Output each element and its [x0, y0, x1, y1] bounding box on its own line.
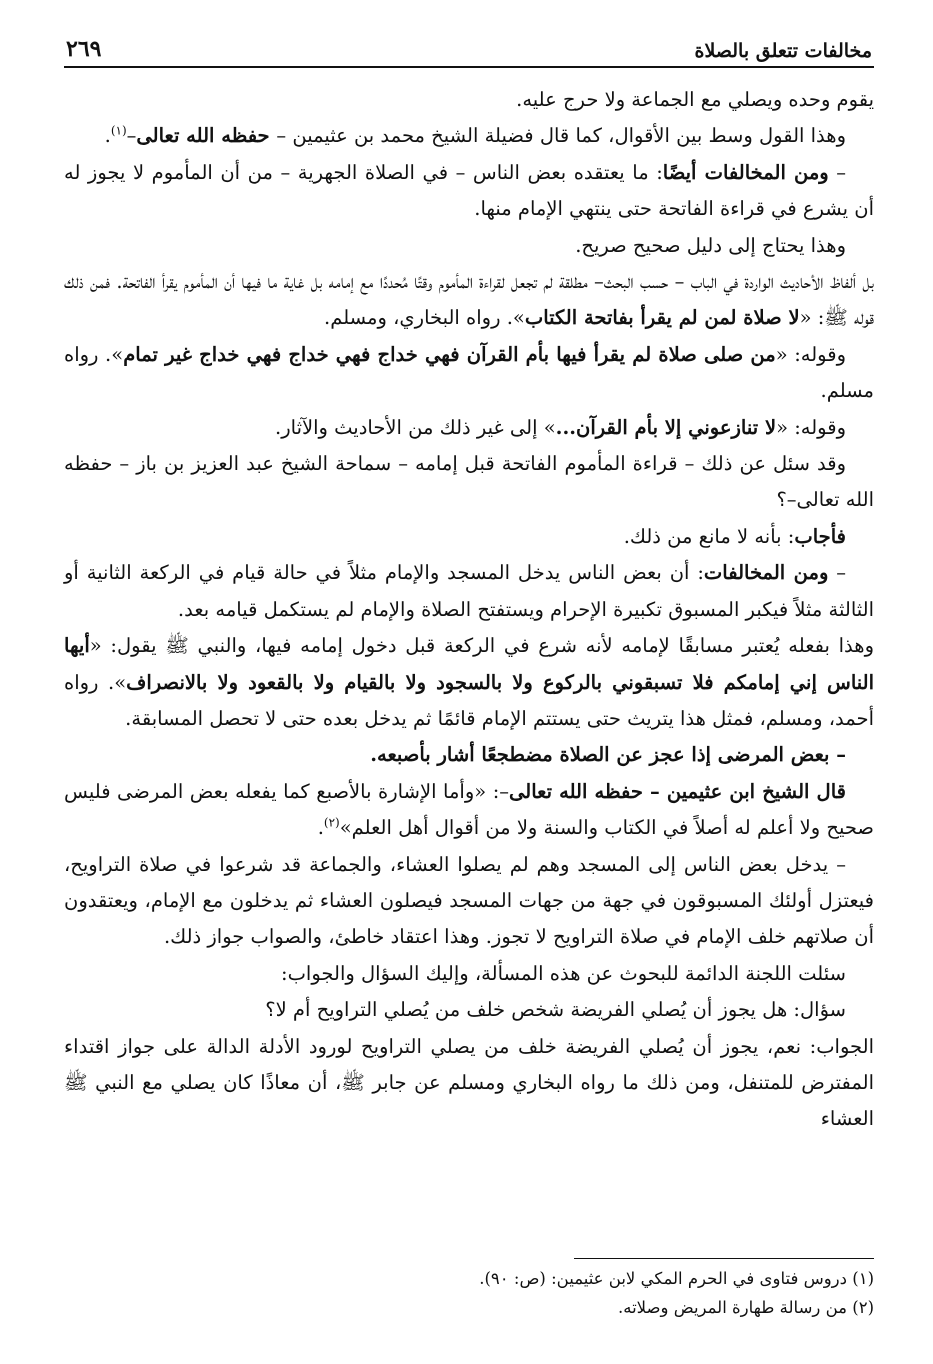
paragraph — [64, 519, 874, 555]
text-run: ». رواه أحمد، ومسلم، فمثل هذا يتريث حتى يستتم الإمام قائمًا ثم يدخل بعده حتى لا تحصل المسابقة. — [64, 670, 874, 730]
paragraph — [64, 410, 874, 446]
running-title: مخالفات تتعلق بالصلاة — [694, 40, 872, 62]
text-run-bold: قال الشيخ ابن عثيمين – حفظه الله تعالى — [509, 779, 846, 803]
page — [64, 28, 875, 1317]
paragraph — [64, 155, 874, 228]
text-run: . — [104, 124, 111, 148]
main-text — [64, 82, 874, 1138]
footnote-ref: (٢) — [323, 815, 340, 830]
text-run: وهذا بفعله يُعتبر مسابقًا لإمامه لأنه شرع في الركعة قبل دخول إمامه فيها، والنبي ﷺ يقول: « — [89, 634, 874, 658]
paragraph — [64, 264, 874, 337]
text-run: وهذا القول وسط بين الأقوال، كما قال فضيلة الشيخ محمد بن عثيمين – — [276, 124, 846, 148]
hadith-quote: لا صلاة لمن لم يقرأ بفاتحة الكتاب — [524, 306, 800, 330]
text-run: –: «وأما الإشارة بالأصبع كما يفعله بعض المرضى فليس صحيح ولا أعلم له أصلاً في الكتاب والسنة ولا من أقوال أهل العلم» — [64, 779, 874, 840]
text-run: وقوله: « — [776, 415, 846, 439]
text-run-bold: فأجاب — [794, 524, 846, 548]
paragraph — [64, 628, 874, 737]
page-number: ٢٦٩ — [66, 36, 102, 62]
hadith-quote: من صلى صلاة لم يقرأ فيها بأم القرآن فهي خداج فهي خداج فهي خداج غير تمام — [123, 342, 776, 366]
text-run: – — [126, 124, 137, 148]
footnote-ref: (١) — [110, 123, 127, 138]
paragraph — [64, 774, 874, 847]
hadith-quote: أيها الناس إني إمامكم فلا تسبقوني بالركوع ولا بالسجود ولا بالقيام ولا بالقعود ولا بالانصراف — [64, 634, 875, 694]
text-run-bold: ومن المخالفات — [703, 561, 829, 585]
text-run-bold: حفظه الله تعالى — [136, 124, 277, 148]
text-run: : ما يعتقده بعض الناس – في الصلاة الجهرية – من أن المأموم لا يجوز له أن يشرع في قراءة الفاتحة حتى ينتهي الإمام منها. — [64, 160, 874, 221]
paragraph-bold: – بعض المرضى إذا عجز عن الصلاة مضطجعًا أشار بأصبعه. — [370, 743, 846, 767]
footnotes — [64, 1264, 874, 1322]
text-run: بل ألفاظ الأحاديث الواردة في الباب – حسب البحث– مطلقة لم تجعل لقراءة المأموم وقتًا مُحددًا مع إمامه بل غاية ما فيها أن المأموم يقرأ الفاتحة. فمن ذلك قوله ﷺ: « — [64, 270, 874, 330]
paragraph — [64, 118, 874, 154]
paragraph: وقد سئل عن ذلك – قراءة المأموم الفاتحة قبل إمامه – سماحة الشيخ عبد العزيز بن باز – حفظه الله تعالى–؟ — [64, 452, 874, 512]
footnote: (٢) من رسالة طهارة المريض وصلاته. — [617, 1298, 874, 1317]
text-run: ». رواه مسلم. — [64, 342, 874, 403]
running-header — [64, 28, 874, 68]
paragraph: سئلت اللجنة الدائمة للبحوث عن هذه المسألة، وإليك السؤال والجواب: — [281, 961, 846, 985]
text-run: – — [828, 561, 847, 585]
paragraph: وهذا يحتاج إلى دليل صحيح صريح. — [575, 233, 846, 257]
paragraph: – يدخل بعض الناس إلى المسجد وهم لم يصلوا العشاء، والجماعة قد شرعوا في صلاة التراويح، فيعتزل أولئك المسبوقون في جهة من جهات المسجد فيصلون العشاء ثم يدخلون مع الإمام، ويعتقدون أن صلاتهم خلف الإمام في صلاة التراويح لا تجوز. وهذا اعتقاد خاطئ، والصواب جواز ذلك. — [64, 852, 874, 949]
paragraph — [64, 555, 874, 628]
text-run: وقوله: « — [775, 342, 846, 366]
text-run: . — [317, 816, 324, 840]
paragraph: الجواب: نعم، يجوز أن يُصلي الفريضة خلف من يصلي التراويح لورود الأدلة الدالة على جواز اقتداء المفترض للمتنفل، ومن ذلك ما رواه البخاري ومسلم عن جابر ﷺ، أن معاذًا كان يصلي مع النبي ﷺ العشاء — [64, 1034, 874, 1131]
text-run: : أن بعض الناس يدخل المسجد والإمام مثلاً في حالة قيام في الركعة الثانية أو الثالثة مثلاً فيكبر المسبوق تكبيرة الإحرام ويستفتح الصلاة والإمام لم يستكمل قيامه بعد. — [64, 561, 874, 621]
footnote-separator — [574, 1258, 874, 1259]
footnote: (١) دروس فتاوى في الحرم المكي لابن عثيمين: (ص: ٩٠). — [479, 1269, 874, 1288]
hadith-quote: لا تنازعوني إلا بأم القرآن... — [555, 415, 777, 439]
paragraph: سؤال: هل يجوز أن يُصلي الفريضة شخص خلف من يُصلي التراويح أم لا؟ — [265, 998, 846, 1022]
text-run: ». رواه البخاري، ومسلم. — [324, 306, 525, 330]
paragraph — [64, 337, 874, 410]
text-run: : بأنه لا مانع من ذلك. — [623, 524, 795, 548]
paragraph: يقوم وحده ويصلي مع الجماعة ولا حرج عليه. — [516, 88, 874, 111]
text-run: – — [828, 160, 847, 184]
text-run-bold: ومن المخالفات أيضًا — [662, 160, 829, 184]
text-run: » إلى غير ذلك من الأحاديث والآثار. — [275, 415, 556, 439]
